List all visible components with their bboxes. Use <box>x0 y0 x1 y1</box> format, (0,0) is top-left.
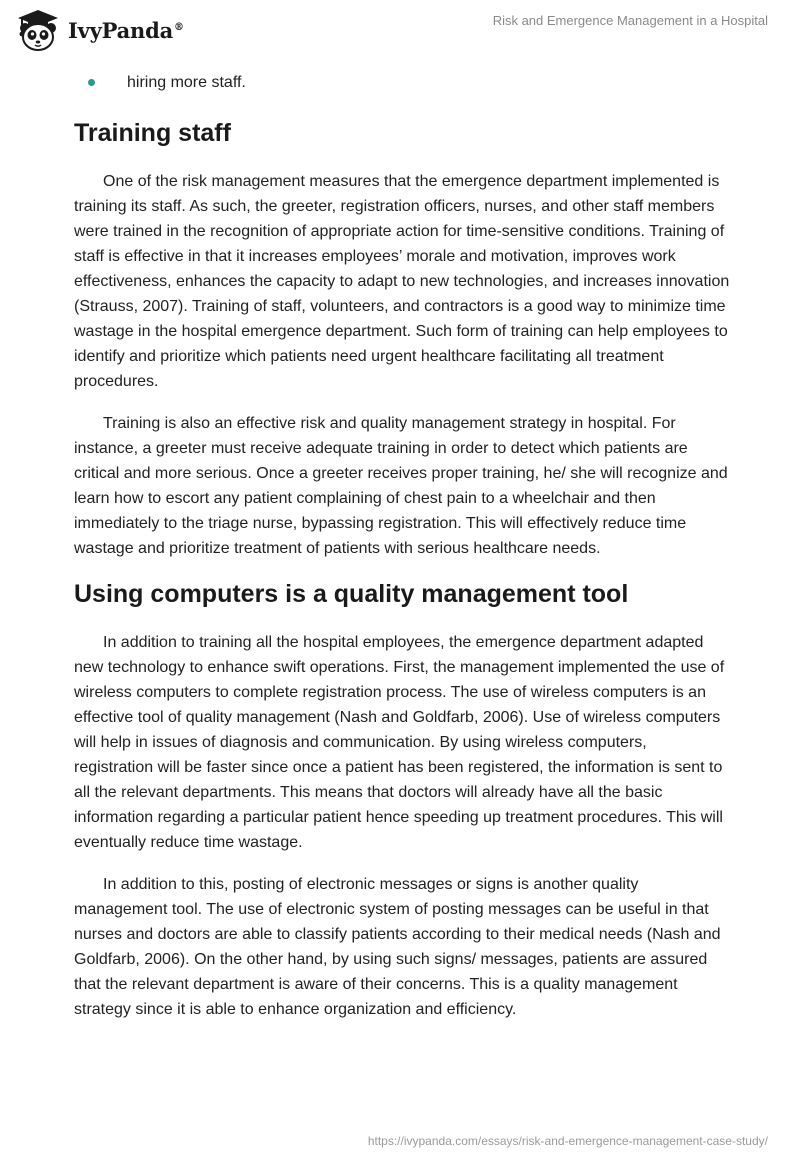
paragraph: In addition to this, posting of electronic messages or signs is another quality management tool. The use of electronic system of posting messages can be useful in that nurses and doctors are able to classify patients according to their medical needs (Nash and Goldfarb, 2006). On the other hand, by using such signs/ messages, patients are assured that the relevant department is aware of their concerns. This is a quality management strategy since it is able to enhance organization and efficiency. <box>74 876 721 1018</box>
article-body <box>74 70 730 1022</box>
page-header <box>0 0 800 60</box>
document-title: Risk and Emergence Management in a Hospital <box>492 13 768 28</box>
paragraph: Training is also an effective risk and quality management strategy in hospital. For instance, a greeter must receive adequate training in order to detect which patients are critical and more serious. Once a greeter receives proper training, he/ she will recognize and learn how to escort any patient complaining of chest pain to a wheelchair and then immediately to the triage nurse, bypassing registration. This will effectively reduce time wastage and prioritize treatment of patients with serious healthcare needs. <box>74 415 728 557</box>
list-item-text: hiring more staff. <box>127 74 246 91</box>
paragraph: One of the risk management measures that the emergence department implemented is training its staff. As such, the greeter, registration officers, nurses, and other staff members were trained in the recognition of appropriate action for time-sensitive conditions. Training of staff is effective in that it increases employees’ morale and motivation, improves work effectiveness, enhances the capacity to adapt to new technologies, and increases innovation (Strauss, 2007). Training of staff, volunteers, and contractors is a good way to minimize time wastage in the hospital emergence department. Such form of training can help employees to identify and prioritize which patients need urgent healthcare facilitating all treatment procedures. <box>74 173 730 390</box>
footer-source-url[interactable]: https://ivypanda.com/essays/risk-and-emergence-management-case-study/ <box>367 1134 768 1148</box>
section-heading-training-staff: Training staff <box>74 119 231 147</box>
list-item <box>88 70 730 96</box>
paragraph: In addition to training all the hospital employees, the emergence department adapted new technology to enhance swift operations. First, the management implemented the use of wireless computers to complete registration process. The use of wireless computers is an effective tool of quality management (Nash and Goldfarb, 2006). Use of wireless computers will help in issues of diagnosis and communication. By using wireless computers, registration will be faster since once a patient has been registered, the information is sent to all the relevant departments. This means that doctors will already have all the basic information regarding a particular patient hence speeding up treatment procedures. This will eventually reduce time wastage. <box>74 634 725 851</box>
ivypanda-logo[interactable] <box>14 8 184 52</box>
bullet-icon <box>88 79 95 86</box>
panda-icon <box>14 8 62 52</box>
brand-name: IvyPanda® <box>68 17 184 43</box>
section-heading-using-computers: Using computers is a quality management tool <box>74 580 629 608</box>
